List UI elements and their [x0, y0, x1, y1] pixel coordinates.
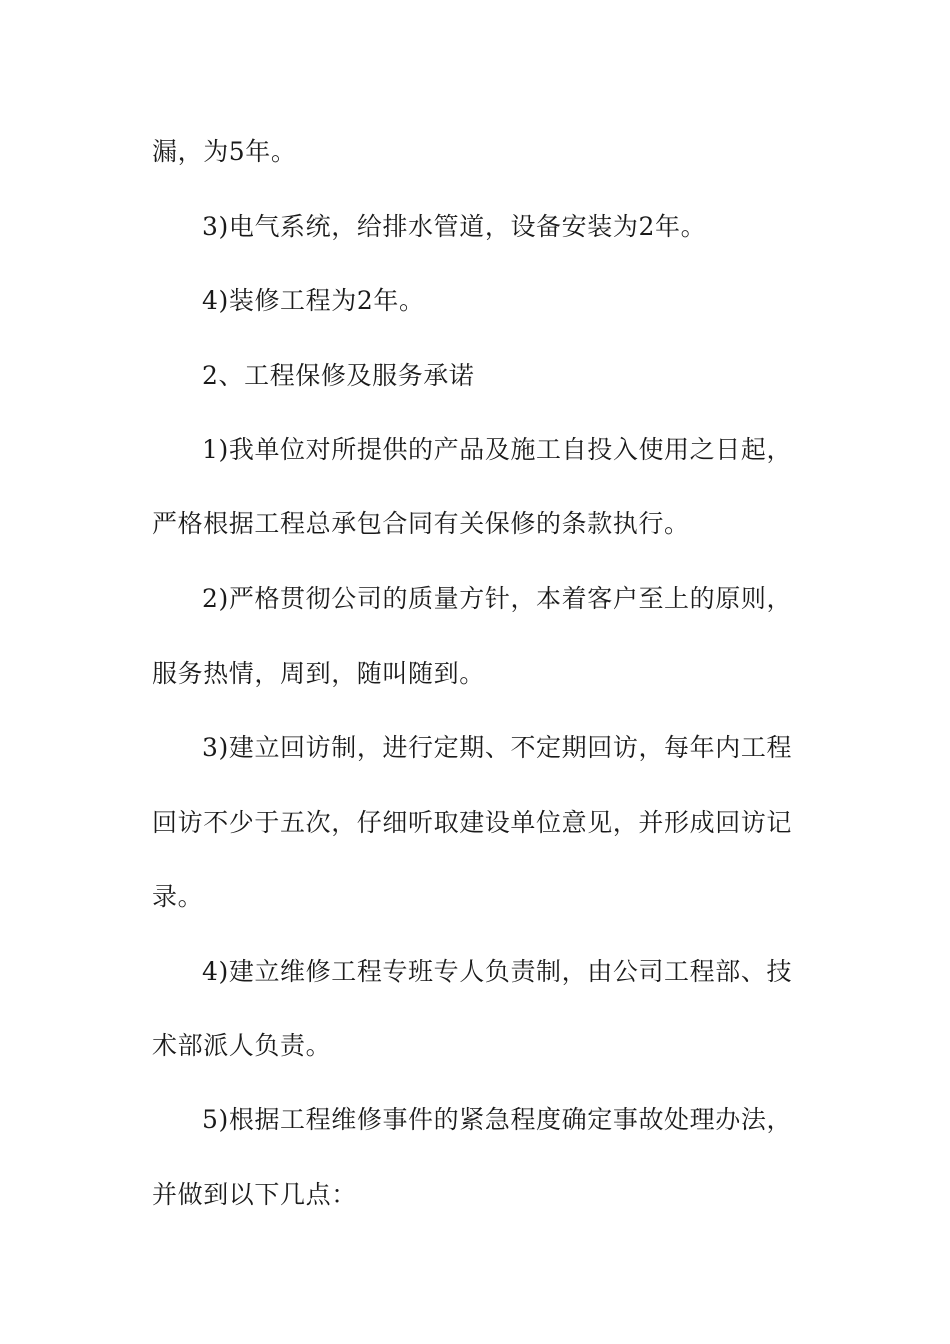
paragraph-2-line-1: 2)严格贯彻公司的质量方针，本着客户至上的原则， [202, 584, 793, 613]
paragraph-2-line-2: 服务热情，周到，随叫随到。 [152, 659, 485, 688]
paragraph-5-line-1: 5)根据工程维修事件的紧急程度确定事故处理办法， [202, 1105, 793, 1134]
paragraph-continuation: 漏，为5年。 [152, 137, 297, 166]
list-item-4-decoration: 4)装修工程为2年。 [202, 286, 425, 315]
list-item-3-electrical: 3)电气系统，给排水管道，设备安装为2年。 [202, 212, 707, 241]
paragraph-1-line-1: 1)我单位对所提供的产品及施工自投入使用之日起， [202, 435, 793, 464]
paragraph-3-line-1: 3)建立回访制，进行定期、不定期回访，每年内工程 [202, 733, 793, 762]
paragraph-4-line-1: 4)建立维修工程专班专人负责制，由公司工程部、技 [202, 957, 793, 986]
paragraph-1-line-2: 严格根据工程总承包合同有关保修的条款执行。 [152, 509, 690, 538]
paragraph-3-line-3: 录。 [152, 882, 204, 911]
paragraph-5-line-2: 并做到以下几点： [152, 1180, 357, 1209]
paragraph-4-line-2: 术部派人负责。 [152, 1031, 332, 1060]
section-heading: 2、工程保修及服务承诺 [202, 361, 475, 390]
paragraph-3-line-2: 回访不少于五次，仔细听取建设单位意见，并形成回访记 [152, 808, 793, 837]
